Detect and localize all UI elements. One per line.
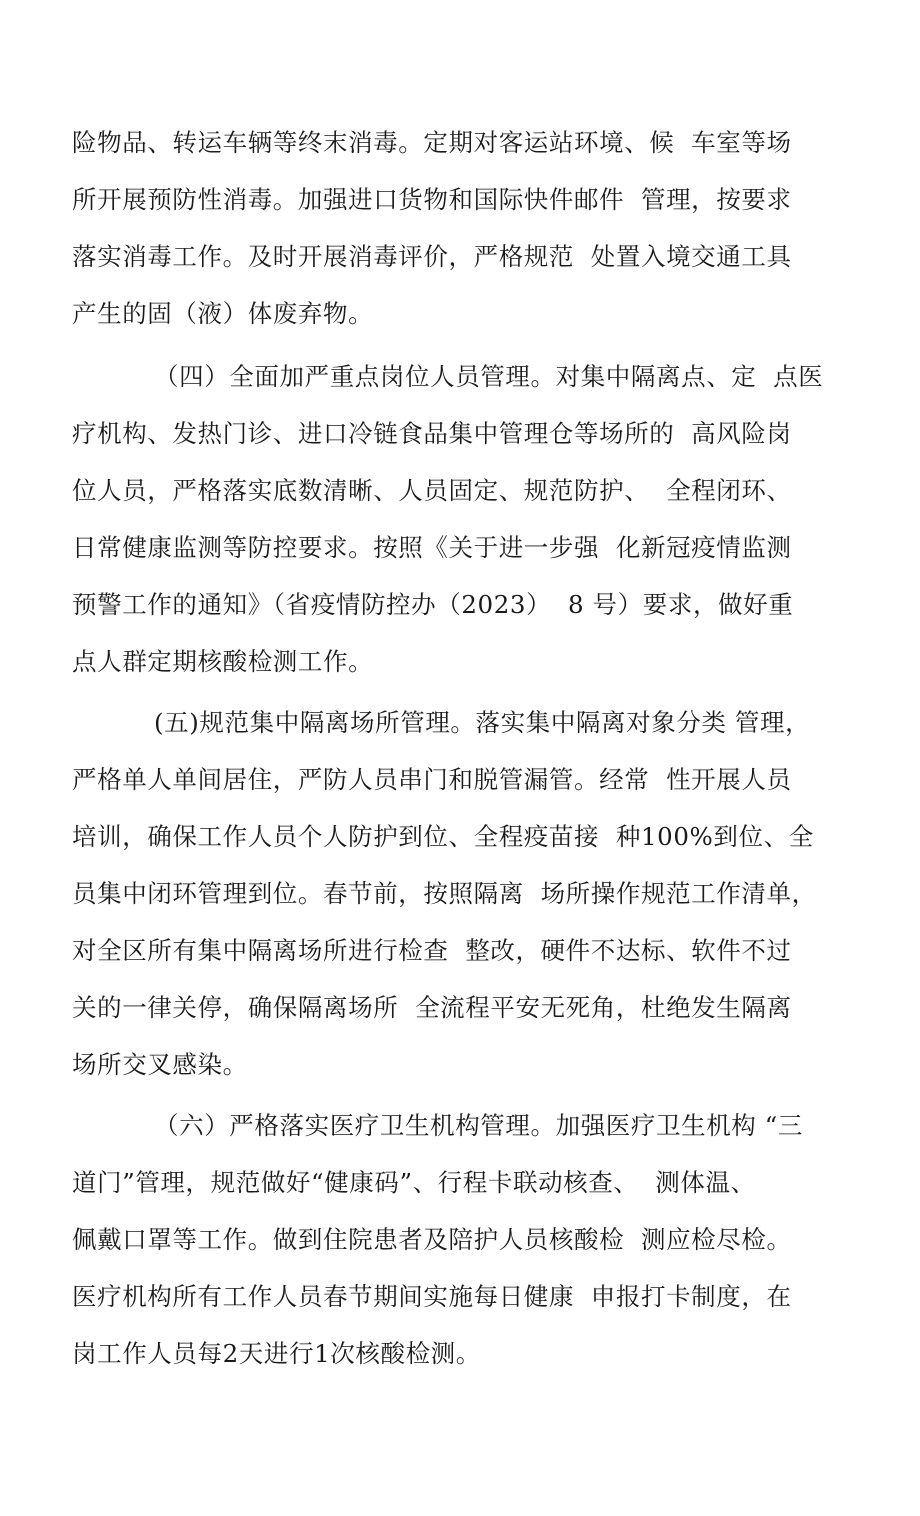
- text-line: 险物品、转运车辆等终末消毒。定期对客运站环境、候 车室等场: [72, 128, 792, 157]
- text-line: 严格单人单间居住，严防人员串门和脱管漏管。经常 性开展人员: [72, 765, 792, 794]
- text-line: 日常健康监测等防控要求。按照《关于进一步强 化新冠疫情监测: [72, 533, 792, 562]
- text-line: 培训，确保工作人员个人防护到位、全程疫苗接 种100%到位、全: [72, 822, 814, 851]
- text-line: 员集中闭环管理到位。春节前，按照隔离 场所操作规范工作清单，: [72, 879, 817, 908]
- text-line: 医疗机构所有工作人员春节期间实施每日健康 申报打卡制度，在: [72, 1282, 792, 1311]
- text-line: 产生的固（液）体废弃物。: [72, 299, 374, 328]
- section-6-heading-line: （六）严格落实医疗卫生机构管理。加强医疗卫生机构 “三: [154, 1111, 804, 1140]
- text-line: 岗工作人员每2天进行1次核酸检测。: [72, 1339, 481, 1368]
- text-line: 关的一律关停，确保隔离场所 全流程平安无死角，杜绝发生隔离: [72, 993, 792, 1022]
- text-line: 疗机构、发热门诊、进口冷链食品集中管理仓等场所的 高风险岗: [72, 419, 792, 448]
- text-line: 道门”管理，规范做好“健康码”、行程卡联动核查、 测体温、: [72, 1168, 756, 1197]
- text-line: 位人员，严格落实底数清晰、人员固定、规范防护、 全程闭环、: [72, 476, 792, 505]
- text-line: 落实消毒工作。及时开展消毒评价，严格规范 处置入境交通工具: [72, 242, 792, 271]
- text-line: 对全区所有集中隔离场所进行检查 整改，硬件不达标、软件不过: [72, 936, 792, 965]
- text-line: 场所交叉感染。: [72, 1050, 248, 1079]
- text-line: 佩戴口罩等工作。做到住院患者及陪护人员核酸检 测应检尽检。: [72, 1225, 792, 1254]
- section-5-heading-line: (五)规范集中隔离场所管理。落实集中隔离对象分类 管理，: [154, 708, 811, 737]
- text-line: 所开展预防性消毒。加强进口货物和国际快件邮件 管理，按要求: [72, 185, 792, 214]
- section-4-heading-line: （四）全面加严重点岗位人员管理。对集中隔离点、定 点医: [154, 362, 824, 391]
- text-line: 预警工作的通知》（省疫情防控办（2023） 8 号）要求，做好重: [72, 590, 794, 619]
- text-line: 点人群定期核酸检测工作。: [72, 647, 374, 676]
